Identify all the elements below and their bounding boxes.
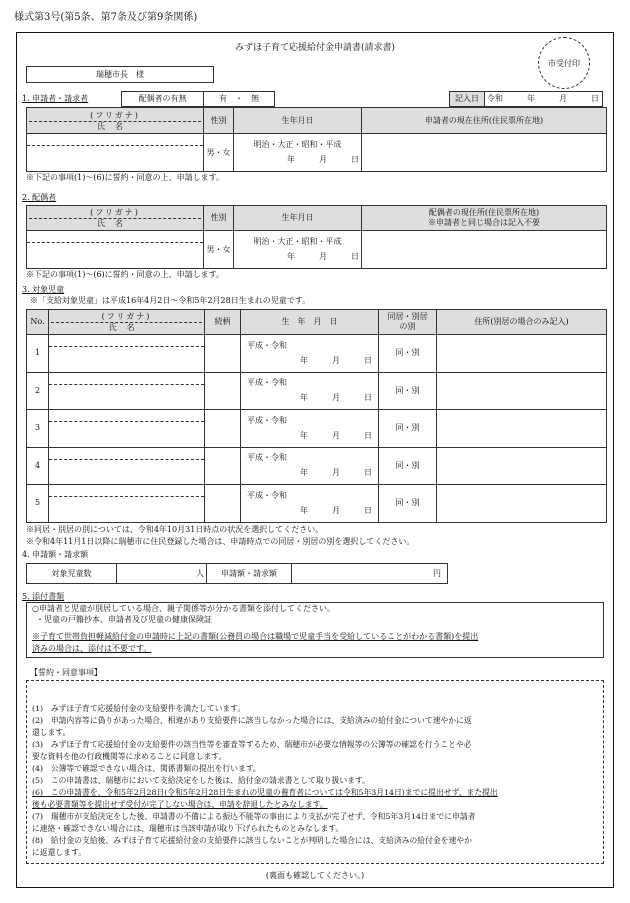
child-address-header: 住所(別居の場合のみ記入) <box>437 310 607 335</box>
child-living-field[interactable]: 同・別 <box>379 485 437 523</box>
pledge-line: (4) 公簿等で確認できない場合は、関係書類の提出を行います。 <box>32 764 261 773</box>
name-header: 氏名 <box>97 219 133 228</box>
child-living-field[interactable]: 同・別 <box>379 447 437 485</box>
dob-eras: 明治・大正・昭和・平成 <box>253 140 342 149</box>
child-dob-ymd: 年 月 日 <box>300 505 372 515</box>
child-dob-eras: 平成・令和 <box>247 378 287 388</box>
child-row-number: 4 <box>27 447 49 485</box>
living-header-1: 同居・別居 <box>387 312 428 321</box>
spouse-name-header <box>27 206 204 231</box>
child-relation-field[interactable] <box>205 447 241 485</box>
spouse-address-header-1: 配偶者の現住所(住民票所在地) <box>428 208 540 217</box>
children-table <box>26 309 607 523</box>
relation-header: 続柄 <box>205 310 241 335</box>
pledge-line: 後も必要書類等を提出せず受付が完了しない場合は、申請を辞退したとみなします。 <box>32 800 328 809</box>
child-relation-field[interactable] <box>205 410 241 448</box>
dob-ymd: 年 月 日 <box>287 155 359 164</box>
kana-header: (フリガナ) <box>51 311 202 323</box>
child-row <box>27 485 607 523</box>
sex-header: 性別 <box>204 108 234 134</box>
child-dob-header: 生 年 月 日 <box>241 310 379 335</box>
addressee: 瑞穂市長 様 <box>96 70 144 79</box>
amount-field[interactable]: 円 <box>292 564 448 584</box>
section2-note: ※下記の事項(1)～(6)に誓約・同意の上、申請します。 <box>26 270 225 279</box>
spouse-presence-label: 配偶者の有無 <box>122 92 204 107</box>
entry-date-label: 記入日 <box>450 92 485 107</box>
pledge-line: (7) 瑞穂市が支給決定をした後、申請書の不備による振込不能等の事由により支払が完了せず、令和5年3月14日までに申請者 <box>32 812 476 821</box>
spouse-table <box>26 205 607 269</box>
child-living-field[interactable]: 同・別 <box>379 372 437 410</box>
amount-table <box>26 563 448 584</box>
section3-title: 3. 対象児童 <box>22 285 65 294</box>
addressee-box <box>26 66 214 83</box>
pledge-line: (5) この申請書は、瑞穂市において支給決定をした後は、給付金の請求書として取り扱います。 <box>32 776 370 785</box>
child-dob-ymd: 年 月 日 <box>300 355 372 365</box>
pledge-title: 【誓約・同意事項】 <box>30 668 102 677</box>
living-header <box>379 310 437 335</box>
spouse-sex-field[interactable]: 男・女 <box>204 231 234 269</box>
applicant-name-field[interactable] <box>27 134 204 172</box>
applicant-sex-field[interactable]: 男・女 <box>204 134 234 172</box>
child-address-field[interactable] <box>437 485 607 523</box>
pledge-line: (3) みずほ子育て応援給付金の支給要件の該当性等を審査等するため、瑞穂市が必要な情報等の公簿等の確認を行うことや必 <box>32 740 472 749</box>
applicant-table <box>26 107 607 172</box>
name-header: 氏名 <box>108 323 145 332</box>
stamp-label: 市受付印 <box>548 59 580 68</box>
section4-title: 4. 申請額・請求額 <box>22 550 89 559</box>
dob-eras: 明治・大正・昭和・平成 <box>253 237 342 246</box>
pledge-line: (2) 申請内容等に偽りがあった場合、相違があり支給要件に該当しなかった場合には、支給済みの給付金について速やかに返 <box>32 716 472 725</box>
entry-date-field[interactable]: 令和 年 月 日 <box>485 92 603 107</box>
child-living-field[interactable]: 同・別 <box>379 335 437 373</box>
applicant-dob-field[interactable] <box>234 134 362 172</box>
spouse-address-header <box>362 206 607 231</box>
child-name-field[interactable] <box>49 447 205 485</box>
section5-title: 5. 添付書類 <box>22 592 65 601</box>
child-dob-field[interactable] <box>241 447 379 485</box>
no-header: No. <box>27 310 49 335</box>
footer-note: (裏面も確認してください。) <box>265 871 365 880</box>
pledge-line: に返還します。 <box>32 848 86 857</box>
spouse-name-field[interactable] <box>27 231 204 269</box>
child-name-field[interactable] <box>49 335 205 373</box>
child-relation-field[interactable] <box>205 335 241 373</box>
form-number: 様式第3号(第5条、第7条及び第9条関係) <box>14 12 198 23</box>
child-address-field[interactable] <box>437 410 607 448</box>
pledge-line: に連絡・確認できない場合には、瑞穂市は当該申請が取り下げられたものとみなします。 <box>32 824 344 833</box>
child-name-field[interactable] <box>49 410 205 448</box>
spouse-address-header-2: ※申請者と同じ場合は記入不要 <box>428 218 540 227</box>
child-count-field[interactable]: 人 <box>117 564 207 584</box>
child-living-field[interactable]: 同・別 <box>379 410 437 448</box>
section2-title: 2. 配偶者 <box>22 193 57 202</box>
dob-header: 生年月日 <box>234 108 362 134</box>
applicant-address-field[interactable] <box>362 134 607 172</box>
child-row-number: 2 <box>27 372 49 410</box>
child-row <box>27 447 607 485</box>
spouse-presence-choice[interactable]: 有 ・ 無 <box>204 92 275 107</box>
child-name-header <box>49 310 205 335</box>
entry-date-table <box>449 91 603 107</box>
child-relation-field[interactable] <box>205 372 241 410</box>
kana-header: (フリガナ) <box>29 110 201 122</box>
spouse-address-field[interactable] <box>362 231 607 269</box>
child-row-number: 3 <box>27 410 49 448</box>
reception-stamp-circle <box>538 37 590 89</box>
child-name-field[interactable] <box>49 485 205 523</box>
section3-top-note: ※「支給対象児童」は平成16年4月2日～令和5年2月28日生まれの児童です。 <box>30 296 311 305</box>
name-header: 氏名 <box>97 121 133 131</box>
pledge-line: 要な資料を他の行政機関等に求めることに同意します。 <box>32 752 227 761</box>
child-dob-field[interactable] <box>241 485 379 523</box>
child-dob-eras: 平成・令和 <box>247 340 287 350</box>
spouse-presence-table <box>121 91 275 107</box>
section3-note2: ※令和4年11月1日以降に瑞穂市に住民登録した場合は、申請時点での同居・別居の別を選択してください。 <box>26 537 415 546</box>
child-row <box>27 410 607 448</box>
applicant-name-header <box>27 108 204 134</box>
child-dob-ymd: 年 月 日 <box>300 430 372 440</box>
child-address-field[interactable] <box>437 335 607 373</box>
child-count-label: 対象児童数 <box>27 564 117 584</box>
child-row <box>27 335 607 373</box>
spouse-dob-field[interactable] <box>234 231 362 269</box>
child-dob-ymd: 年 月 日 <box>300 468 372 478</box>
section1-title: 1. 申請者・請求者 <box>22 94 89 103</box>
dob-ymd: 年 月 日 <box>287 252 359 261</box>
attachments-line4: 済みの場合は、添付は不要です。 <box>32 644 152 653</box>
living-header-2: の別 <box>399 322 416 331</box>
child-dob-eras: 平成・令和 <box>247 490 287 500</box>
attachments-line2: ・児童の戸籍抄本、申請者及び児童の健康保険証 <box>36 615 212 624</box>
pledge-line: 還します。 <box>32 728 71 737</box>
pledge-line: (6) この申請書を、令和5年2月28日(令和5年2月28日生まれの児童の養育者については令和5年3月14日)までに提出せず、また提出 <box>32 788 498 797</box>
child-dob-field[interactable] <box>241 372 379 410</box>
child-row <box>27 372 607 410</box>
child-dob-field[interactable] <box>241 410 379 448</box>
child-dob-field[interactable] <box>241 335 379 373</box>
pledge-line: (8) 給付金の支給後、みずほ子育て応援給付金の支給要件に該当しないことが判明した場合には、支給済みの給付金を速やか <box>32 836 472 845</box>
sex-header: 性別 <box>204 206 234 231</box>
child-row-number: 5 <box>27 485 49 523</box>
address-header: 申請者の現在住所(住民票所在地) <box>362 108 607 134</box>
child-address-field[interactable] <box>437 447 607 485</box>
child-address-field[interactable] <box>437 372 607 410</box>
attachments-line1: ○申請者と児童が別居している場合、親子関係等が分かる書類を添付してください。 <box>32 604 335 613</box>
child-row-number: 1 <box>27 335 49 373</box>
pledge-line: (1) みずほ子育て応援給付金の支給要件を満たしています。 <box>32 704 246 713</box>
section3-note1: ※同居・別居の別については、令和4年10月31日時点の状況を選択してください。 <box>26 525 324 534</box>
child-dob-eras: 平成・令和 <box>247 453 287 463</box>
child-name-field[interactable] <box>49 372 205 410</box>
child-relation-field[interactable] <box>205 485 241 523</box>
child-dob-ymd: 年 月 日 <box>300 393 372 403</box>
kana-header: (フリガナ) <box>29 207 201 219</box>
dob-header: 生年月日 <box>234 206 362 231</box>
amount-label: 申請額・請求額 <box>207 564 292 584</box>
attachments-line3: ※子育て世帯負担軽減給付金の申請時に上記の書類(公務員の場合は職場で児童手当を受給していることがわかる書類)を提出 <box>32 632 479 641</box>
section1-note: ※下記の事項(1)～(6)に誓約・同意の上、申請します。 <box>26 173 225 182</box>
child-dob-eras: 平成・令和 <box>247 415 287 425</box>
form-title: みずほ子育て応援給付金申請書(請求書) <box>234 43 396 53</box>
